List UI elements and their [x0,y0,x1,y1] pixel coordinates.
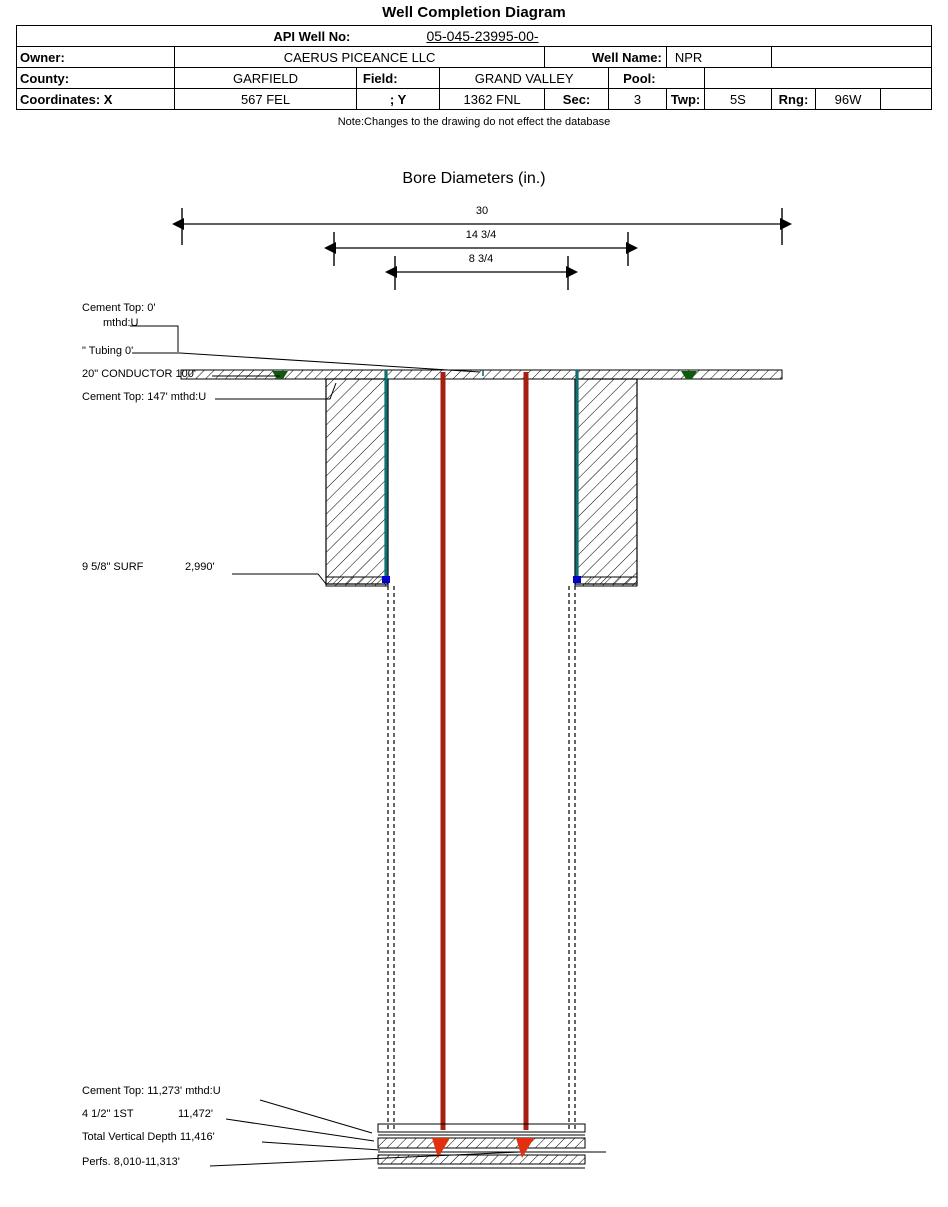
sec-value: 3 [609,89,667,110]
annotation-leaders [130,326,520,1166]
annotation-cement-top-11273: Cement Top: 11,273' mthd:U [82,1085,221,1097]
twp-value: 5S [705,89,771,110]
y-label: ; Y [356,89,439,110]
annotation-production-casing-depth: 11,472' [178,1108,213,1120]
bore-diameters-title: Bore Diameters (in.) [402,170,546,187]
county-label: County: [17,68,175,89]
annotation-surface-casing-depth: 2,990' [185,561,215,573]
rng-value: 96W [816,89,880,110]
annotation-cement-method-0: mthd:U [103,317,139,329]
bottom-hole-assembly [378,1124,606,1168]
county-value: GARFIELD [175,68,357,89]
tubing-string [443,372,526,1130]
owner-value: CAERUS PICEANCE LLC [175,47,545,68]
field-label: Field: [356,68,439,89]
wellname-value: NPR [666,47,771,68]
api-value: 05-045-23995-00- [356,26,608,47]
dimension-label-30: 30 [475,205,489,217]
dimension-label-14-3-4: 14 3/4 [465,229,497,241]
twp-label: Twp: [666,89,704,110]
pool-label: Pool: [609,68,705,89]
surface-cement-sheath [326,379,637,586]
sec-label: Sec: [544,89,608,110]
dimension-label-8-3-4: 8 3/4 [468,253,494,265]
annotation-surface-casing: 9 5/8" SURF [82,561,144,573]
api-label: API Well No: [175,26,357,47]
wellname-label: Well Name: [544,47,666,68]
note-text: Note:Changes to the drawing do not effect the database [337,116,611,128]
page-title: Well Completion Diagram [382,4,566,21]
rng-label: Rng: [771,89,816,110]
production-hole-walls [388,586,575,1130]
casing-shoe-markers [382,576,581,583]
field-value: GRAND VALLEY [440,68,609,89]
surface-casing-string [386,370,577,582]
y-value: 1362 FNL [440,89,545,110]
owner-label: Owner: [17,47,175,68]
annotation-perforations: Perfs. 8,010-11,313' [82,1156,180,1168]
annotation-conductor: 20" CONDUCTOR 100' [82,368,197,380]
annotation-cement-top-147: Cement Top: 147' mthd:U [82,391,207,403]
annotation-tubing: " Tubing 0' [82,345,134,357]
annotation-production-casing: 4 1/2" 1ST [82,1108,134,1120]
annotation-total-vertical-depth: Total Vertical Depth 11,416' [82,1131,215,1143]
annotation-cement-top-0: Cement Top: 0' [82,302,156,314]
x-value: 567 FEL [175,89,357,110]
coordinates-label: Coordinates: X [17,89,175,110]
